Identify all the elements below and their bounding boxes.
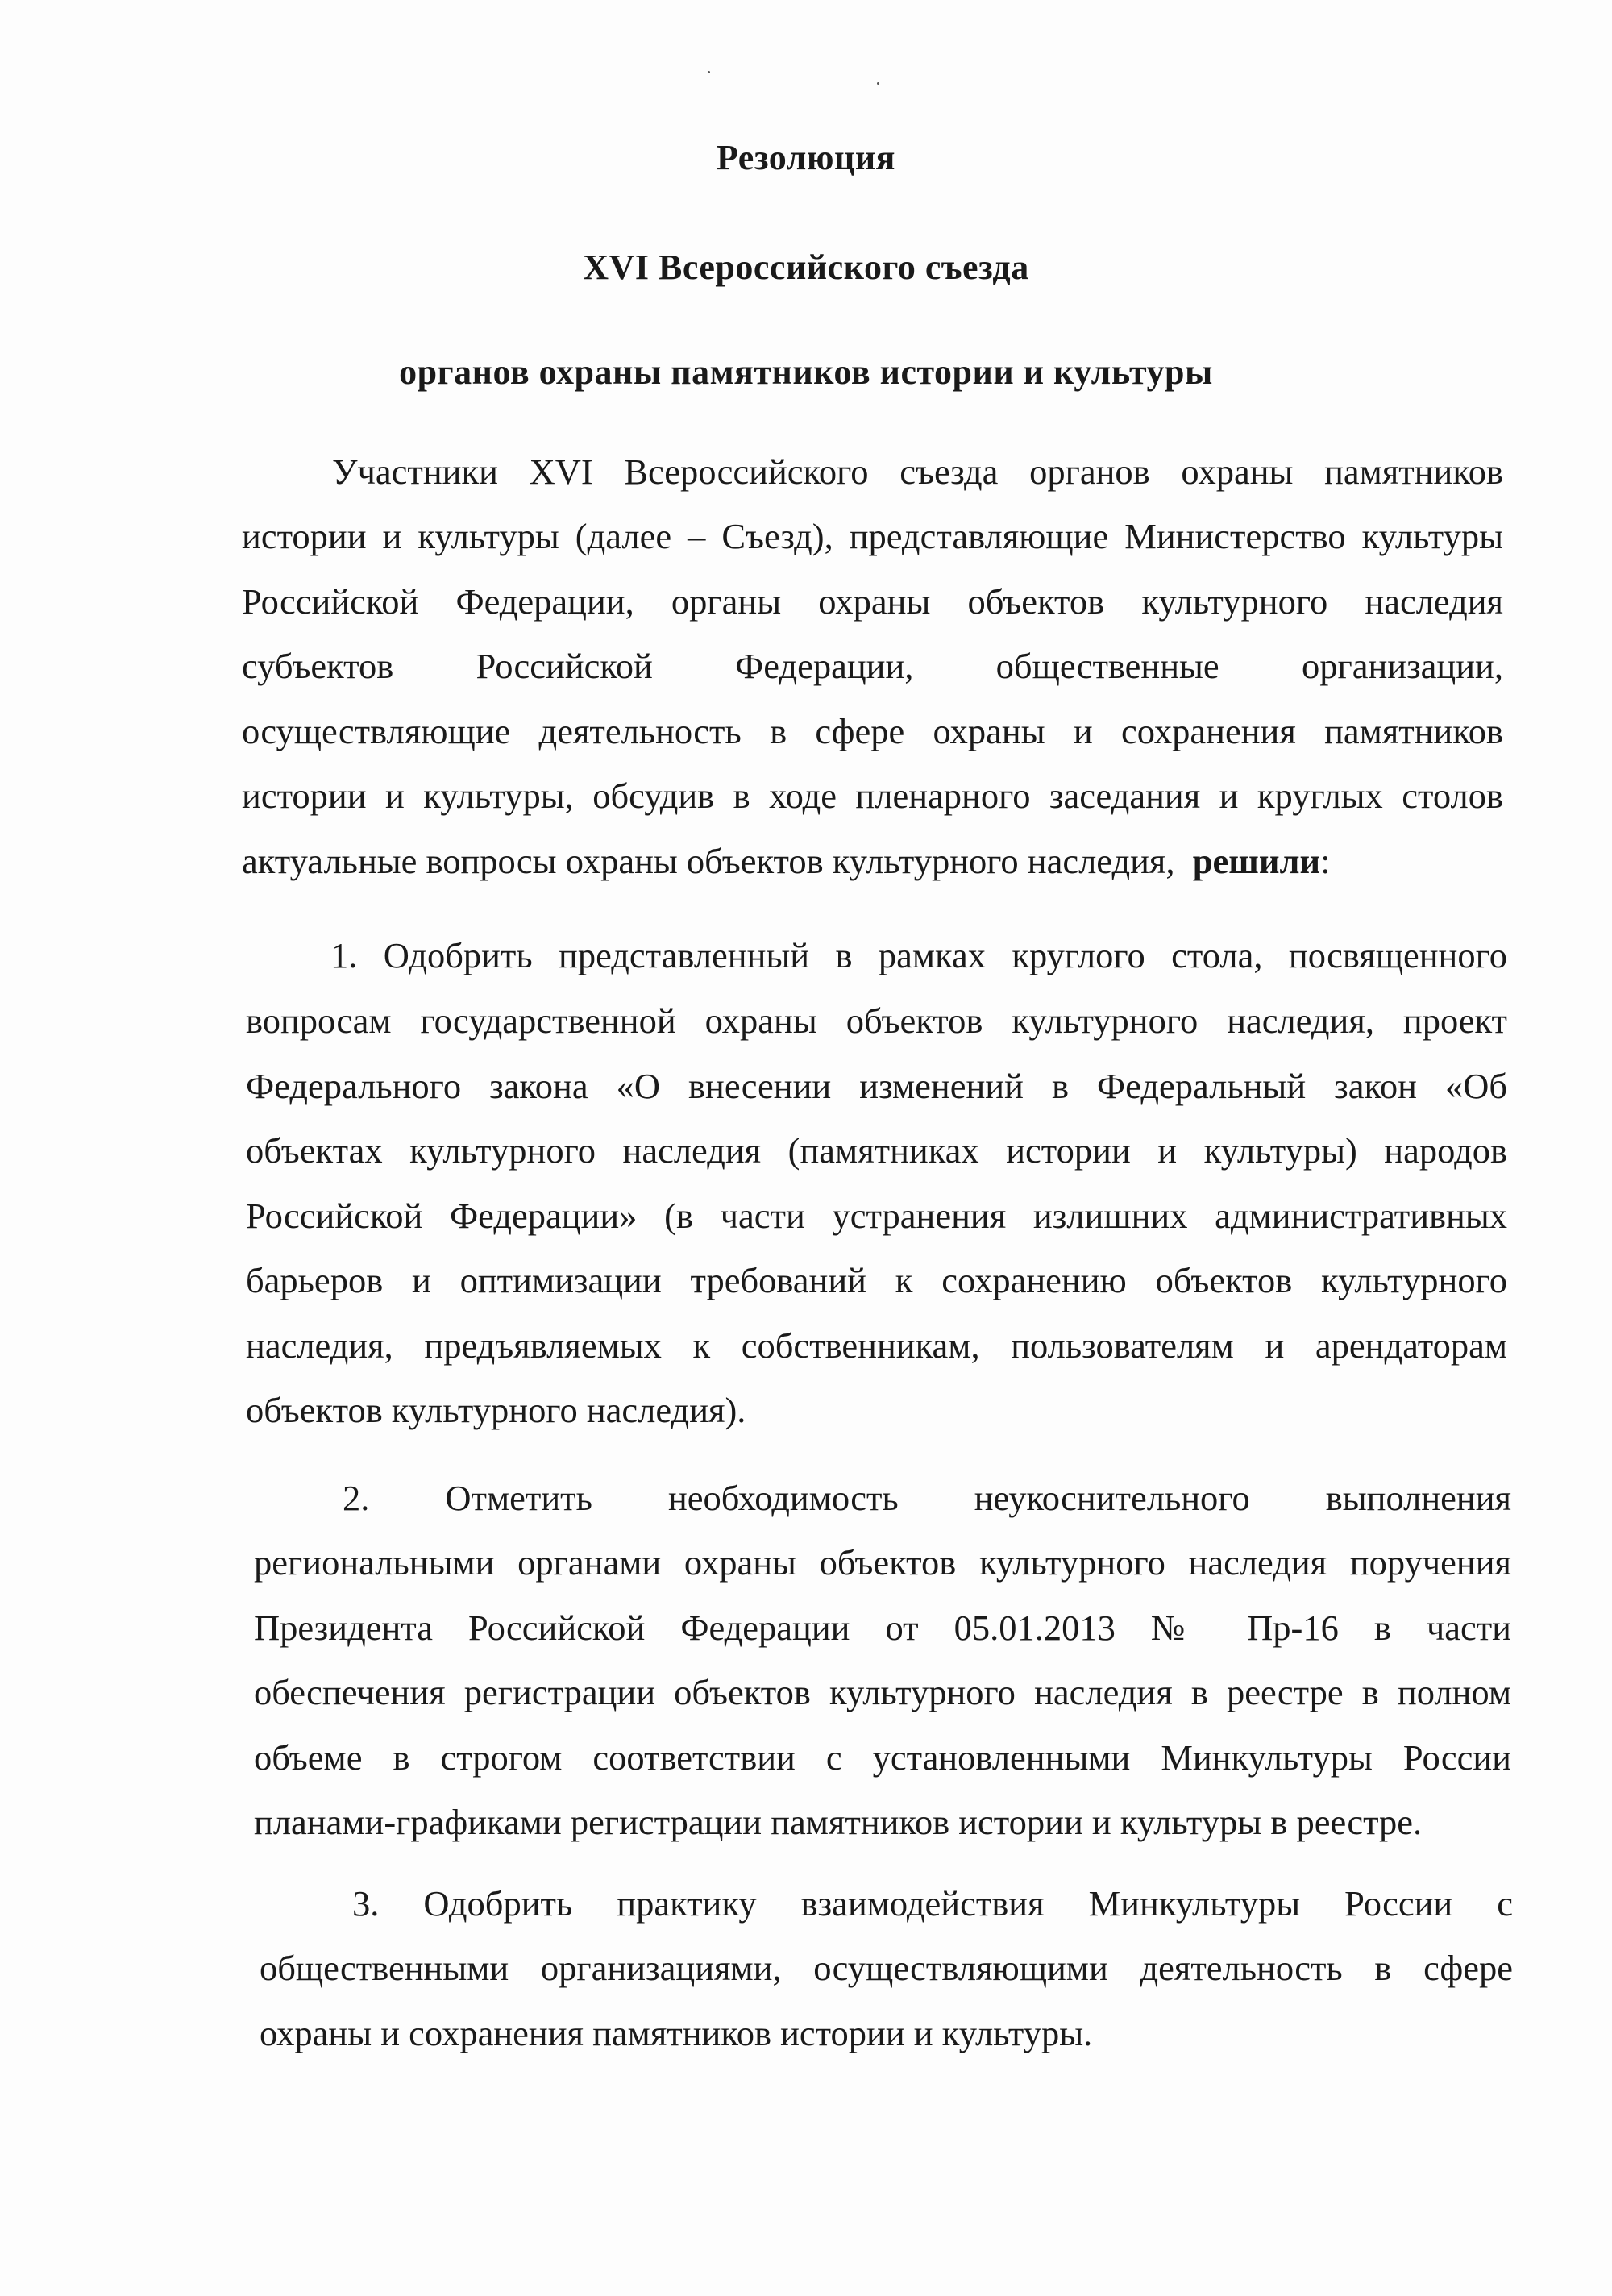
- item-line: Президента Российской Федерации от 05.01.2013 № Пр-16 в части: [254, 1607, 1511, 1648]
- item-line: общественными организациями, осуществляющими деятельность в сфере: [260, 1948, 1513, 1988]
- scan-speck: [708, 71, 710, 73]
- item-line: наследия, предъявляемых к собственникам, пользователям и арендаторам: [246, 1325, 1507, 1366]
- item-2: [343, 1466, 1511, 1531]
- intro-line: Российской Федерации, органы охраны объектов культурного наследия: [242, 580, 1503, 622]
- intro-paragraph: [242, 439, 1503, 505]
- document-subtitle-2: органов охраны памятников истории и культуры: [399, 352, 1213, 392]
- item-2-body: [254, 1530, 1511, 1855]
- intro-paragraph-body: [242, 504, 1503, 893]
- item-3: [352, 1871, 1513, 1936]
- intro-line: субъектов Российской Федерации, общественные организации,: [242, 646, 1503, 686]
- item-line: региональными органами охраны объектов культурного наследия поручения: [254, 1542, 1511, 1583]
- item-line: вопросам государственной охраны объектов культурного наследия, проект: [246, 1000, 1507, 1041]
- intro-last-line: [242, 829, 1503, 894]
- intro-line: осуществляющие деятельность в сфере охраны и сохранения памятников: [242, 710, 1503, 751]
- document-subtitle: XVI Всероссийского съезда: [583, 247, 1029, 287]
- intro-line: Участники XVI Всероссийского съезда органов охраны памятников: [332, 451, 1503, 492]
- intro-line: истории и культуры (далее – Съезд), представляющие Министерство культуры: [242, 516, 1503, 556]
- document-title: Резолюция: [717, 138, 895, 177]
- item-line: 1. Одобрить представленный в рамках круглого стола, посвященного: [330, 935, 1507, 975]
- item-line: объектах культурного наследия (памятниках истории и культуры) народов: [246, 1130, 1507, 1171]
- item-line: Федерального закона «О внесении изменений в Федеральный закон «Об: [246, 1065, 1507, 1106]
- intro-last-text: актуальные вопросы охраны объектов культурного наследия,: [242, 840, 1175, 881]
- item-line: Российской Федерации» (в части устранения излишних административных: [246, 1195, 1507, 1236]
- item-line: планами-графиками регистрации памятников истории и культуры в реестре.: [254, 1802, 1423, 1842]
- item-line: 2. Отметить необходимость неукоснительного выполнения: [343, 1478, 1511, 1518]
- item-line: обеспечения регистрации объектов культурного наследия в реестре в полном: [254, 1672, 1511, 1712]
- decision-colon: :: [1320, 840, 1331, 881]
- item-1: [330, 923, 1507, 988]
- item-line: объектов культурного наследия).: [246, 1390, 746, 1430]
- intro-line: истории и культуры, обсудив в ходе пленарного заседания и круглых столов: [242, 776, 1503, 816]
- item-line: объеме в строгом соответствии с установленными Минкультуры России: [254, 1737, 1511, 1778]
- item-line: 3. Одобрить практику взаимодействия Минкультуры России с: [352, 1883, 1513, 1924]
- item-line: барьеров и оптимизации требований к сохранению объектов культурного: [246, 1260, 1507, 1300]
- decision-word: решили: [1192, 840, 1321, 881]
- item-line: охраны и сохранения памятников истории и культуры.: [260, 2012, 1093, 2053]
- item-3-body: [260, 1936, 1513, 2065]
- scan-speck: [877, 82, 879, 85]
- item-1-body: [246, 988, 1507, 1443]
